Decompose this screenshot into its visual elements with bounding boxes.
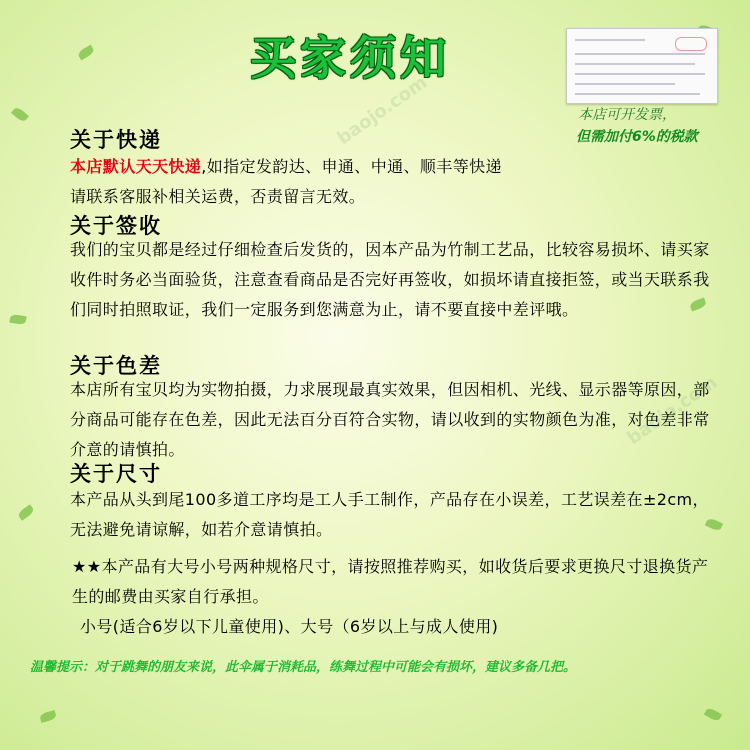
size-options: 小号(适合6岁以下儿童使用)、大号（6岁以上与成人使用) <box>80 617 499 636</box>
page-title: 买家须知 <box>250 31 450 85</box>
invoice-image <box>566 28 718 104</box>
section-body-size: 本产品从头到尾100多道工序均是工人手工制作，产品存在小误差，工艺误差在±2cm，无法避免请谅解，如若介意请慎拍。 <box>70 490 709 539</box>
section-body-shipping <box>70 152 710 212</box>
watermark-text: baojo.com <box>623 371 722 450</box>
invoice-note-line2: 但需加付6%的税款 <box>576 129 698 145</box>
leaf-decoration <box>77 45 95 61</box>
section-heading-size: 关于尺寸 <box>70 462 162 486</box>
section-heading-shipping: 关于快递 <box>70 128 162 152</box>
leaf-decoration <box>704 707 722 723</box>
leaf-decoration <box>11 106 29 123</box>
invoice-note-line1: 本店可开发票， <box>578 107 676 123</box>
size-star-note: ★★本产品有大号小号两种规格尺寸，请按照推荐购买，如收货后要求更换尺寸退换货产生的邮费由买家自行承担。 <box>72 557 709 606</box>
section-heading-receipt: 关于签收 <box>70 214 162 238</box>
leaf-decoration <box>39 710 57 723</box>
shipping-line-1-text: ,如指定发韵达、申通、中通、顺丰等快递 <box>201 157 502 176</box>
shipping-line-1 <box>70 152 710 182</box>
leaf-decoration <box>17 504 35 521</box>
section-body-color: 本店所有宝贝均为实物拍摄，力求展现最真实效果，但因相机、光线、显示器等原因，部分商品可能存在色差，因此无法百分百符合实物，请以收到的实物颜色为准，对色差非常介意的请慎拍。 <box>70 380 710 459</box>
invoice-note <box>576 104 698 148</box>
watermark-text: baojo.com <box>333 71 432 150</box>
shipping-line-2: 请联系客服补相关运费，否责留言无效。 <box>70 187 366 206</box>
section-heading-color: 关于色差 <box>70 354 162 378</box>
section-body-receipt: 我们的宝贝都是经过仔细检查后发货的，因本产品为竹制工艺品，比较容易损坏、请买家收件时务必当面验货，注意查看商品是否完好再签收，如损坏请直接拒签，或当天联系我们同时拍照取证，我们一定服务到您满意为止，请不要直接中差评哦。 <box>70 240 710 319</box>
leaf-decoration <box>9 314 26 326</box>
default-courier-highlight: 本店默认天天快递 <box>70 157 202 176</box>
warm-tip: 温馨提示：对于跳舞的朋友来说，此伞属于消耗品，练舞过程中可能会有损坏，建议多备几把。 <box>30 660 577 675</box>
invoice-stamp <box>675 37 707 51</box>
